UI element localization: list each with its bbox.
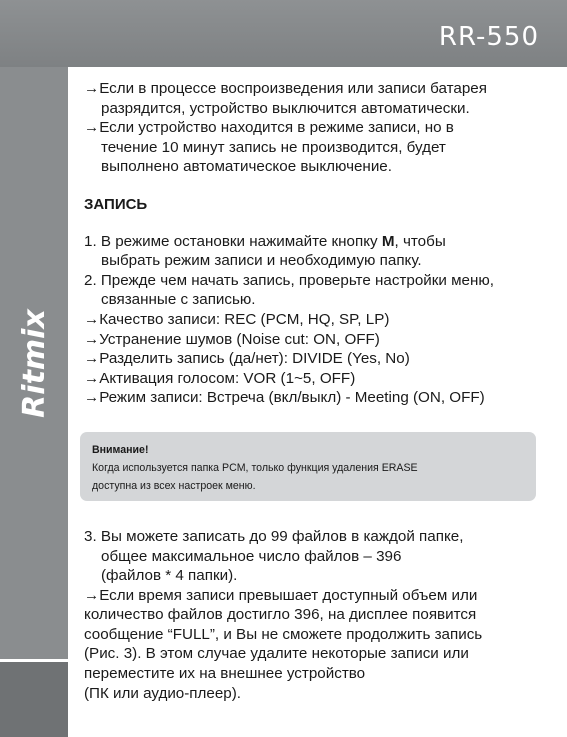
- step-1-line-2: выбрать режим записи и необходимую папку.: [101, 252, 422, 270]
- battery-line-2: разрядится, устройство выключится автоматически.: [101, 99, 470, 117]
- step-3-line-1: 3. Вы можете записать до 99 файлов в каждой папке,: [84, 527, 464, 545]
- step-1-line-1: [84, 232, 544, 252]
- step-1-suffix: , чтобы: [394, 232, 446, 250]
- full-line-1: →Если время записи превышает доступный объем или: [84, 586, 478, 604]
- full-line-2: количество файлов достигло 396, на дисплее появится: [84, 606, 477, 624]
- step-1-prefix: 1. В режиме остановки нажимайте кнопку: [84, 232, 382, 250]
- step-3-line-3: (файлов * 4 папки).: [101, 567, 238, 585]
- full-line-4: (Рис. 3). В этом случае удалите некоторые записи или: [84, 645, 469, 663]
- notice-line-2: доступна из всех настроек меню.: [92, 479, 256, 492]
- spacer: [84, 501, 544, 527]
- model-label: RR-550: [438, 22, 539, 52]
- full-line-5: переместите их на внешнее устройство: [84, 665, 366, 683]
- brand-text: Ritmix: [16, 308, 52, 418]
- header-band: [0, 0, 567, 67]
- idle-line-2: течение 10 минут запись не производится, будет: [101, 138, 446, 156]
- page-content: [84, 79, 544, 703]
- full-line-6: (ПК или аудио-плеер).: [84, 684, 242, 702]
- battery-line-1: →Если в процессе воспроизведения или записи батарея: [84, 80, 487, 97]
- step-1-key: M: [381, 232, 395, 250]
- idle-line-1: →Если устройство находится в режиме записи, но в: [84, 119, 454, 137]
- setting-vor: →Активация голосом: VOR (1~5, OFF): [84, 369, 356, 387]
- step-2-line-2: связанные с записью.: [101, 291, 256, 309]
- section-title: ЗАПИСЬ: [84, 195, 148, 213]
- notice-line-1: Когда используется папка PCM, только функция удаления ERASE: [92, 461, 418, 474]
- brand-logo: [4, 308, 64, 418]
- step-3-line-2: общее максимальное число файлов – 396: [101, 547, 402, 565]
- notice-title: Внимание!: [92, 443, 149, 456]
- setting-noise-cut: →Устранение шумов (Noise cut: ON, OFF): [84, 330, 380, 348]
- idle-line-3: выполнено автоматическое выключение.: [101, 158, 392, 176]
- setting-divide: →Разделить запись (да/нет): DIVIDE (Yes, No): [84, 350, 410, 368]
- setting-meeting: →Режим записи: Встреча (вкл/выкл) - Meeting (ON, OFF): [84, 389, 485, 407]
- side-strip-lower: [0, 662, 68, 737]
- setting-quality: →Качество записи: REC (PCM, HQ, SP, LP): [84, 310, 390, 328]
- step-2-line-1: 2. Прежде чем начать запись, проверьте настройки меню,: [84, 271, 494, 289]
- notice-box: [80, 432, 536, 501]
- full-line-3: сообщение “FULL”, и Вы не сможете продолжить запись: [84, 625, 483, 643]
